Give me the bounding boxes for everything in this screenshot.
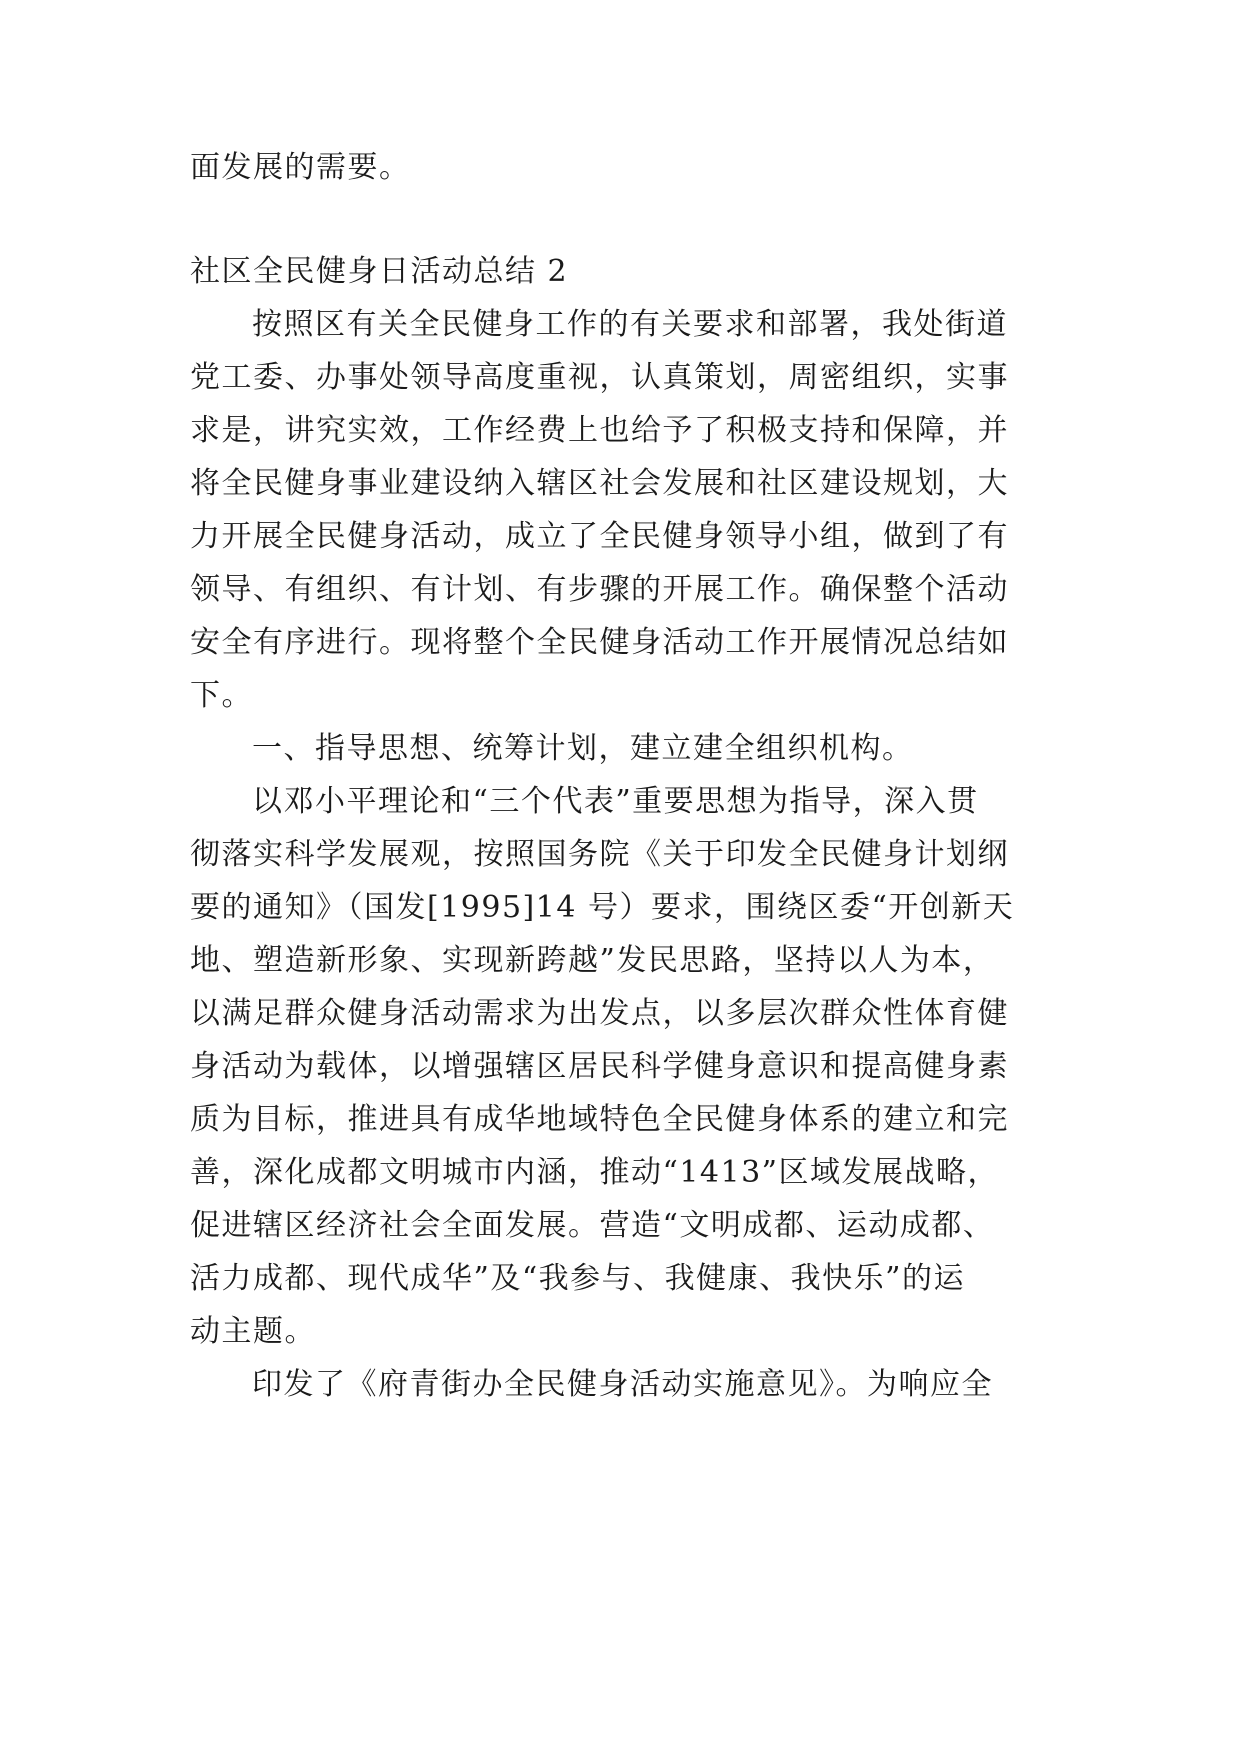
paragraph-line: 安全有序进行。现将整个全民健身活动工作开展情况总结如 <box>190 625 1009 660</box>
paragraph-line: 活力成都、现代成华”及“我参与、我健康、我快乐”的运 <box>190 1261 966 1296</box>
paragraph-line: 质为目标，推进具有成华地域特色全民健身体系的建立和完 <box>190 1102 1009 1137</box>
section-heading: 社区全民健身日活动总结 2 <box>190 254 569 289</box>
paragraph-line: 力开展全民健身活动，成立了全民健身领导小组，做到了有 <box>190 519 1009 554</box>
paragraph-line: 身活动为载体，以增强辖区居民科学健身意识和提高健身素 <box>190 1049 1009 1084</box>
subheading-line: 一、指导思想、统筹计划，建立建全组织机构。 <box>252 731 914 766</box>
paragraph-line: 动主题。 <box>190 1314 316 1349</box>
paragraph-line: 彻落实科学发展观，按照国务院《关于印发全民健身计划纲 <box>190 837 1009 872</box>
paragraph-line: 印发了《府青街办全民健身活动实施意见》。为响应全 <box>252 1367 993 1402</box>
paragraph-line: 将全民健身事业建设纳入辖区社会发展和社区建设规划，大 <box>190 466 1009 501</box>
paragraph-line: 按照区有关全民健身工作的有关要求和部署，我处街道 <box>252 307 1008 342</box>
paragraph-line: 求是，讲究实效，工作经费上也给予了积极支持和保障，并 <box>190 413 1009 448</box>
paragraph-line: 下。 <box>190 678 253 713</box>
paragraph-line: 以满足群众健身活动需求为出发点，以多层次群众性体育健 <box>190 996 1009 1031</box>
paragraph-line: 领导、有组织、有计划、有步骤的开展工作。确保整个活动 <box>190 572 1009 607</box>
paragraph-line: 促进辖区经济社会全面发展。营造“文明成都、运动成都、 <box>190 1208 995 1243</box>
paragraph-line: 以邓小平理论和“三个代表”重要思想为指导，深入贯 <box>252 784 979 819</box>
text-line: 面发展的需要。 <box>190 150 411 185</box>
paragraph-line: 要的通知》（国发[1995]14 号）要求，围绕区委“开创新天 <box>190 890 1015 925</box>
paragraph-line: 善，深化成都文明城市内涵，推动“1413”区域发展战略， <box>190 1155 1000 1190</box>
paragraph-line: 党工委、办事处领导高度重视，认真策划，周密组织，实事 <box>190 360 1009 395</box>
paragraph-line: 地、塑造新形象、实现新跨越”发民思路，坚持以人为本， <box>190 943 995 978</box>
